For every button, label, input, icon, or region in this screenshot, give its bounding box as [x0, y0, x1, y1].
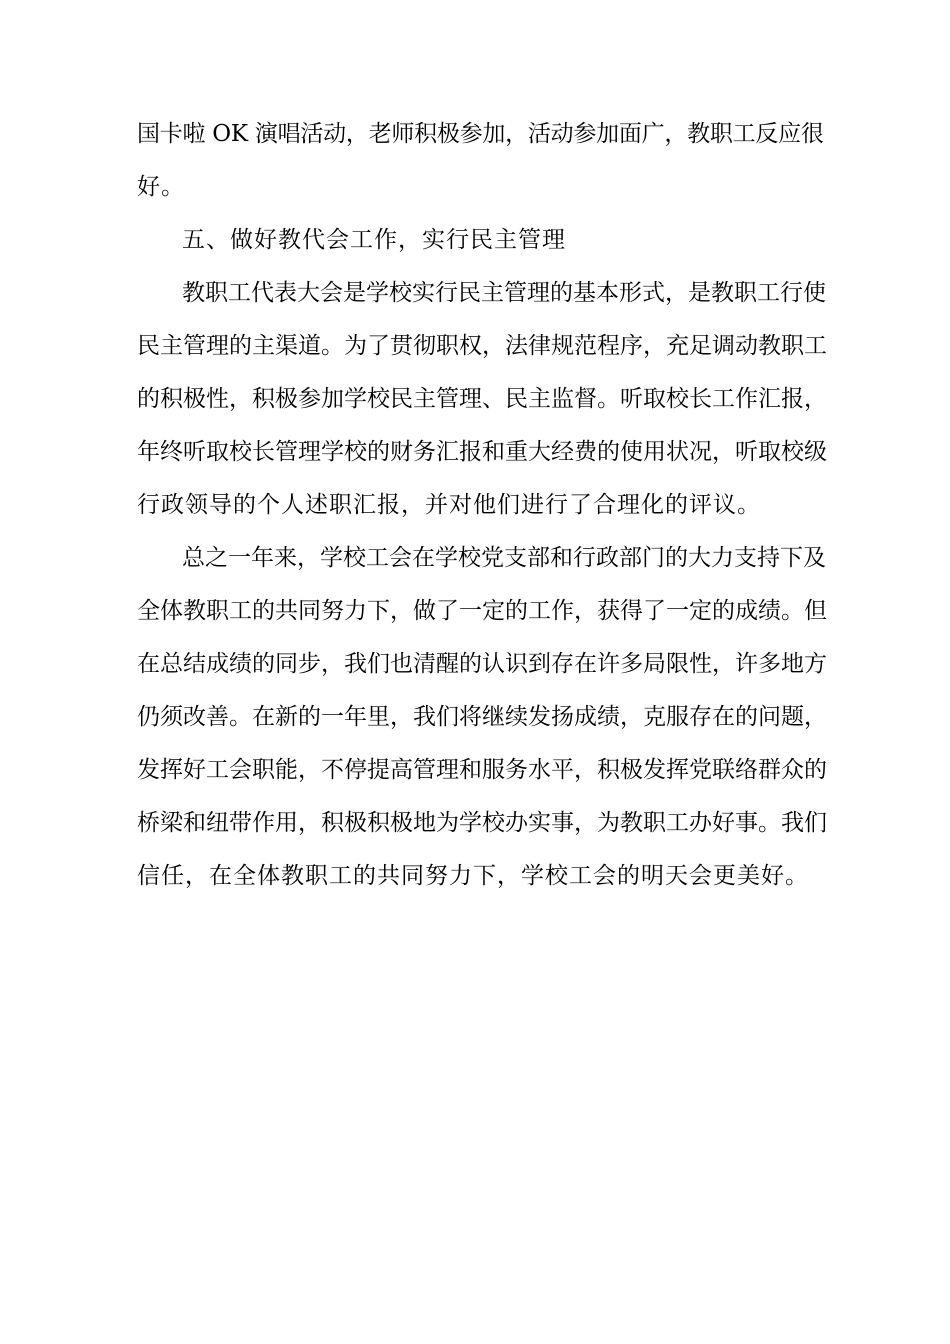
text-line: 行政领导的个人述职汇报，并对他们进行了合理化的评议。	[137, 492, 761, 518]
text-line: 桥梁和纽带作用，积极积极地为学校办实事，为教职工办好事。我们	[137, 810, 827, 836]
text-line: 总之一年来，学校工会在学校党支部和行政部门的大力支持下及	[182, 545, 826, 571]
text-line: 民主管理的主渠道。为了贯彻职权，法律规范程序，充足调动教职工	[137, 333, 827, 359]
text-line: 信任，在全体教职工的共同努力下，学校工会的明天会更美好。	[137, 863, 809, 889]
text-line: 教职工代表大会是学校实行民主管理的基本形式，是教职工行使	[182, 280, 826, 306]
document-body	[137, 108, 827, 903]
text-line: 仍须改善。在新的一年里，我们将继续发扬成绩，克服存在的问题，	[137, 704, 827, 730]
text-line: 好。	[137, 174, 185, 200]
text-line: 在总结成绩的同步，我们也清醒的认识到存在许多局限性，许多地方	[137, 651, 827, 677]
text-line: 国卡啦 OK 演唱活动，老师积极参加，活动参加面广，教职工反应很	[137, 121, 824, 147]
text-line: 全体教职工的共同努力下，做了一定的工作，获得了一定的成绩。但	[137, 598, 827, 624]
text-line: 发挥好工会职能，不停提高管理和服务水平，积极发挥党联络群众的	[137, 757, 827, 783]
text-line: 的积极性，积极参加学校民主管理、民主监督。听取校长工作汇报，	[137, 386, 827, 412]
text-line: 年终听取校长管理学校的财务汇报和重大经费的使用状况，听取校级	[137, 439, 827, 465]
section-heading: 五、做好教代会工作，实行民主管理	[182, 227, 566, 253]
